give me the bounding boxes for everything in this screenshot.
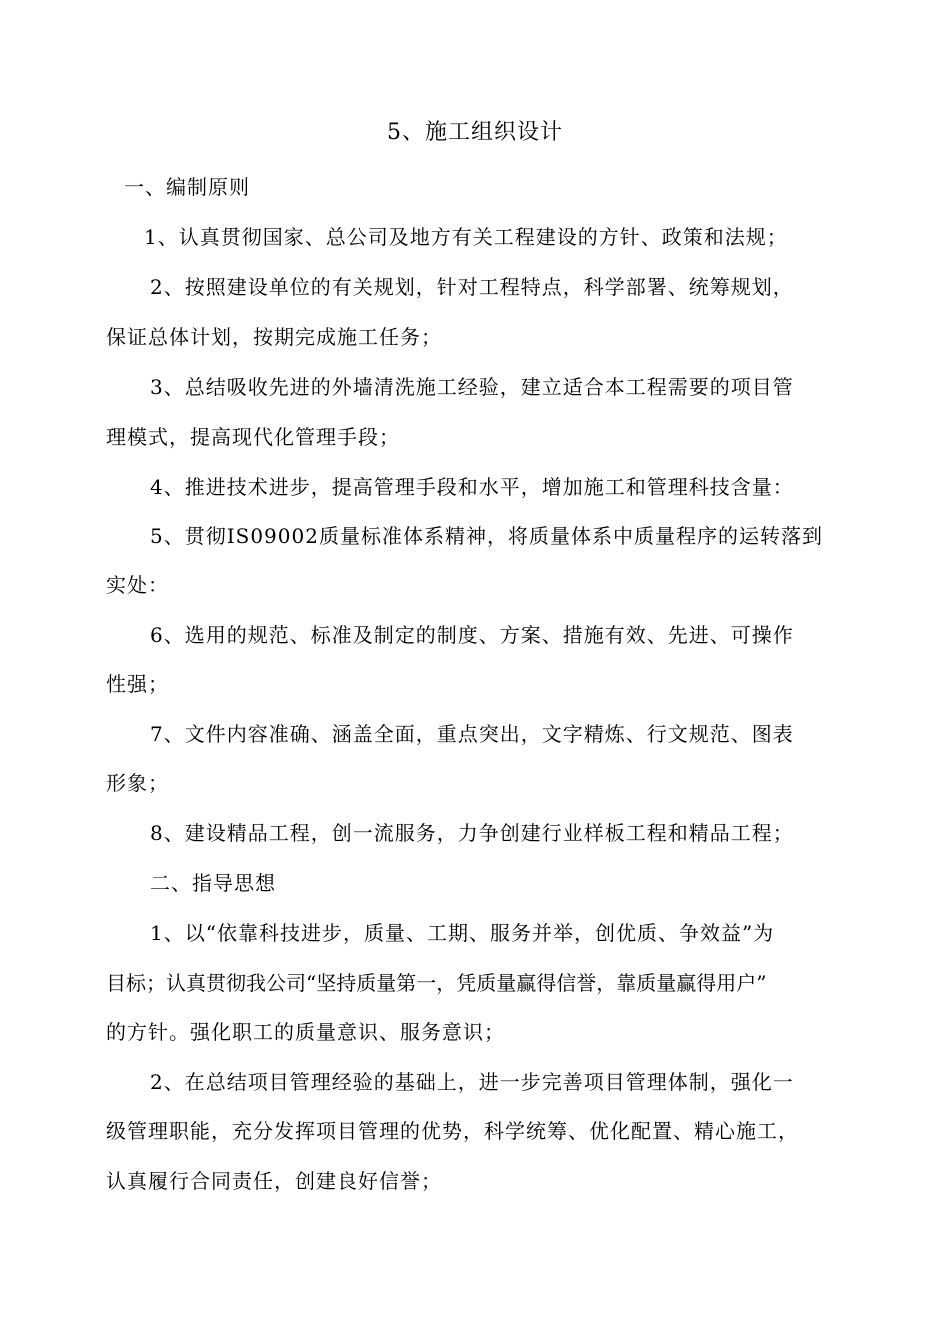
section-heading-guiding-ideas: 二、指导思想 [150, 871, 276, 895]
paragraph-line: 理模式，提高现代化管理手段； [106, 425, 400, 449]
paragraph-line: 2、按照建设单位的有关规划，针对工程特点，科学部署、统筹规划， [150, 275, 794, 299]
paragraph-line: 认真履行合同责任，创建良好信誉； [106, 1169, 442, 1193]
paragraph-line: 7、文件内容准确、涵盖全面，重点突出，文字精炼、行文规范、图表 [150, 722, 794, 746]
paragraph-line: 性强； [106, 672, 169, 696]
paragraph-line: 3、总结吸收先进的外墙清洗施工经验，建立适合本工程需要的项目管 [150, 375, 794, 399]
paragraph-line: 目标；认真贯彻我公司“坚持质量第一，凭质量赢得信誉，靠质量赢得用户” [106, 971, 767, 995]
paragraph-line: 保证总体计划，按期完成施工任务； [106, 325, 442, 349]
paragraph-line: 实处： [106, 573, 169, 597]
paragraph-line: 4、推进技术进步，提高管理手段和水平，增加施工和管理科技含量： [150, 475, 794, 499]
paragraph-line: 6、选用的规范、标准及制定的制度、方案、措施有效、先进、可操作 [150, 623, 794, 647]
paragraph-line: 的方针。强化职工的质量意识、服务意识； [106, 1020, 505, 1044]
section-heading-principles: 一、编制原则 [124, 175, 250, 199]
paragraph-line: 2、在总结项目管理经验的基础上，进一步完善项目管理体制，强化一 [150, 1070, 794, 1094]
paragraph-line: 1、以“依靠科技进步，质量、工期、服务并举，创优质、争效益”为 [150, 921, 775, 945]
paragraph-line: 5、贯彻IS09002质量标准体系精神，将质量体系中质量程序的运转落到 [150, 524, 823, 548]
paragraph-line: 8、建设精品工程，创一流服务，力争创建行业样板工程和精品工程； [150, 821, 794, 845]
page-title: 5、施工组织设计 [387, 120, 563, 145]
paragraph-line: 级管理职能，充分发挥项目管理的优势，科学统筹、优化配置、精心施工， [106, 1119, 799, 1143]
paragraph-line: 形象； [106, 771, 169, 795]
paragraph-line: 1、认真贯彻国家、总公司及地方有关工程建设的方针、政策和法规； [144, 225, 788, 249]
